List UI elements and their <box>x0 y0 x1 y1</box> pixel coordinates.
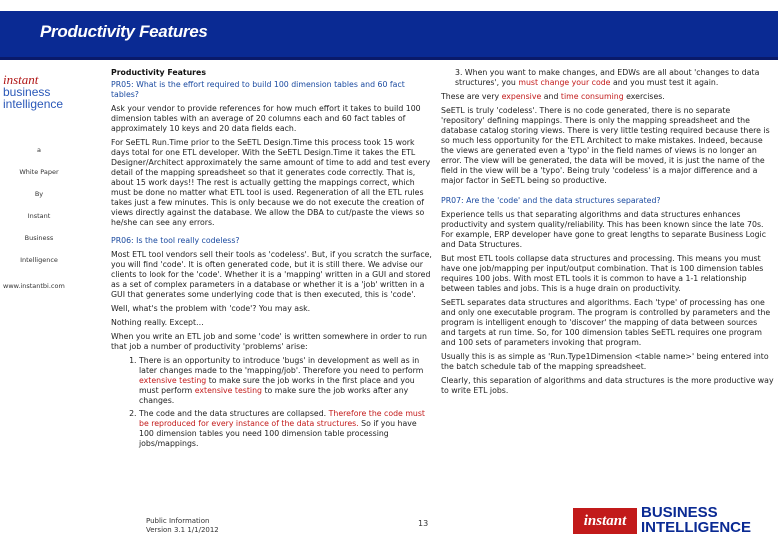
question-pr06: PR06: Is the tool really codeless? <box>111 236 240 245</box>
paragraph: Nothing really. Except… <box>111 318 204 327</box>
paragraph: Most ETL tool vendors sell their tools as 'codeless'. But, if you scratch the surface, you will find 'code'. It is often generated code, but it is still there. We advise our clients to look for the 'code'. Whether it is a 'mapping' written in a GUI and stored as a set of complex parameters in a database or whether it is a 'job' written in a GUI that generates some underlying code that is then executed, this is 'code'. <box>111 250 432 299</box>
brand-instant: instant <box>573 508 637 534</box>
question-pr07: PR07: Are the 'code' and the data structures separated? <box>441 196 661 205</box>
sidebar <box>0 68 78 538</box>
sidebar-line: a <box>37 146 41 154</box>
list-item-3: 3. When you want to make changes, and EDWs are all about 'changes to data structures', you must change your code and you must test it again. <box>455 68 760 87</box>
column-right <box>441 68 774 400</box>
paragraph: For SeETL Run.Time prior to the SeETL Design.Time this process took 15 work days total for one ETL developer. With the SeETL Design.Time it takes the ETL Designer/Architect approximately the same amount of time to add and test every detail of the mapping spreadsheet so that it generates code correctly. That is, about 15 work days!! The rest is actually getting the mappings correct, which must be done no matter what ETL tool is used. Regeneration of all the ETL rules takes just a few minutes. This is only because we do not execute the creation of views directly against the database. We allow the DBA to cut/paste the views so he/she can see any errors. <box>111 138 431 227</box>
paragraph: Experience tells us that separating algorithms and data structures enhances productivity and system quality/reliability. This has been known since the late 70s. For example, ERP developer have gone to great lengths to separate Business Logic and Data Structures. <box>441 210 767 249</box>
paragraph: SeETL is truly 'codeless'. There is no code generated, there is no separate 'repository' defining mappings. There is only the mapping spreadsheet and the database catalog storing views. There is very little testing required because there is so much less opportunity for the ETL Architect to make mistakes. Indeed, because the views are generated even a 'typo' in the field names of views is no longer an error. The view will be generated, the data will be moved, it is just the name of the field in the view will be a 'typo'. Being truly 'codeless' is a major difference and a major factor in SeETL being so productive. <box>441 106 770 185</box>
sidebar-line: Intelligence <box>20 256 58 264</box>
logo-line-business: business <box>3 85 51 99</box>
sidebar-url: www.instantbi.com <box>3 282 65 290</box>
footer-line: Version 3.1 1/1/2012 <box>146 526 219 534</box>
header <box>0 0 780 66</box>
paragraph: These are very expensive and time consuming exercises. <box>441 92 665 101</box>
brand-business: BUSINESS <box>641 504 718 521</box>
question-pr05: PR05: What is the effort required to build 100 dimension tables and 60 fact tables? <box>111 80 405 99</box>
brand-logo <box>573 505 773 537</box>
list-item: 1. There is an opportunity to introduce 'bugs' in development as well as in later changes made to the 'mapping/job'. Therefore you need to perform extensive testing to make sure the job works in the first place and you must perform extensive testing to make sure the job works after any changes. <box>139 356 434 406</box>
brand-intelligence: INTELLIGENCE <box>641 519 752 536</box>
footer-info <box>146 517 219 535</box>
paragraph: Ask your vendor to provide references for how much effort it takes to build 100 dimension tables with an average of 20 columns each and 60 fact tables of approximately 10 keys and 20 data fields each. <box>111 104 421 133</box>
list-item: 2. The code and the data structures are collapsed. Therefore the code must be reproduced for every instance of the data structures. So if you have 100 dimension tables you need 100 dimension table processing jobs/mappings. <box>139 409 434 449</box>
page-title: Productivity Features <box>40 22 208 41</box>
sidebar-line: Business <box>24 234 54 242</box>
paragraph: Usually this is as simple as 'Run.Type1Dimension <table name>' being entered into the batch schedule tab of the mapping spreadsheet. <box>441 352 769 371</box>
paragraph: Well, what's the problem with 'code'? You may ask. <box>111 304 311 313</box>
page-number: 13 <box>418 519 429 528</box>
column-left <box>111 68 434 452</box>
sidebar-line: By <box>34 190 44 198</box>
problem-list <box>111 356 434 449</box>
sidebar-line: Instant <box>27 212 51 220</box>
logo-line-intelligence: intelligence <box>3 97 64 111</box>
sidebar-logo <box>3 74 75 110</box>
section-heading: Productivity Features <box>111 68 206 77</box>
paragraph: When you write an ETL job and some 'code' is written somewhere in order to run that job a number of productivity 'problems' arise: <box>111 332 427 351</box>
sidebar-line: White Paper <box>19 168 59 176</box>
paragraph: Clearly, this separation of algorithms and data structures is the more productive way to write ETL jobs. <box>441 376 774 395</box>
paragraph: But most ETL tools collapse data structures and processing. This means you must have one job/mapping per input/output combination. That is 100 dimension tables requires 100 jobs. With most ETL tools it is common to have a 1-1 relationship between tables and jobs. This is a huge drain on productivity. <box>441 254 764 293</box>
sidebar-text <box>0 146 78 278</box>
paragraph: SeETL separates data structures and algorithms. Each 'type' of processing has one and only one executable program. The program is controlled by parameters and the program is intelligent enough to 'discover' the mapping of data between sources and targets at run time. So, for 100 dimension tables SeETL requires one program and 100 sets of parameters invoking that program. <box>441 298 771 347</box>
footer-line: Public Information <box>146 517 210 525</box>
logo-line-instant: instant <box>3 72 39 87</box>
